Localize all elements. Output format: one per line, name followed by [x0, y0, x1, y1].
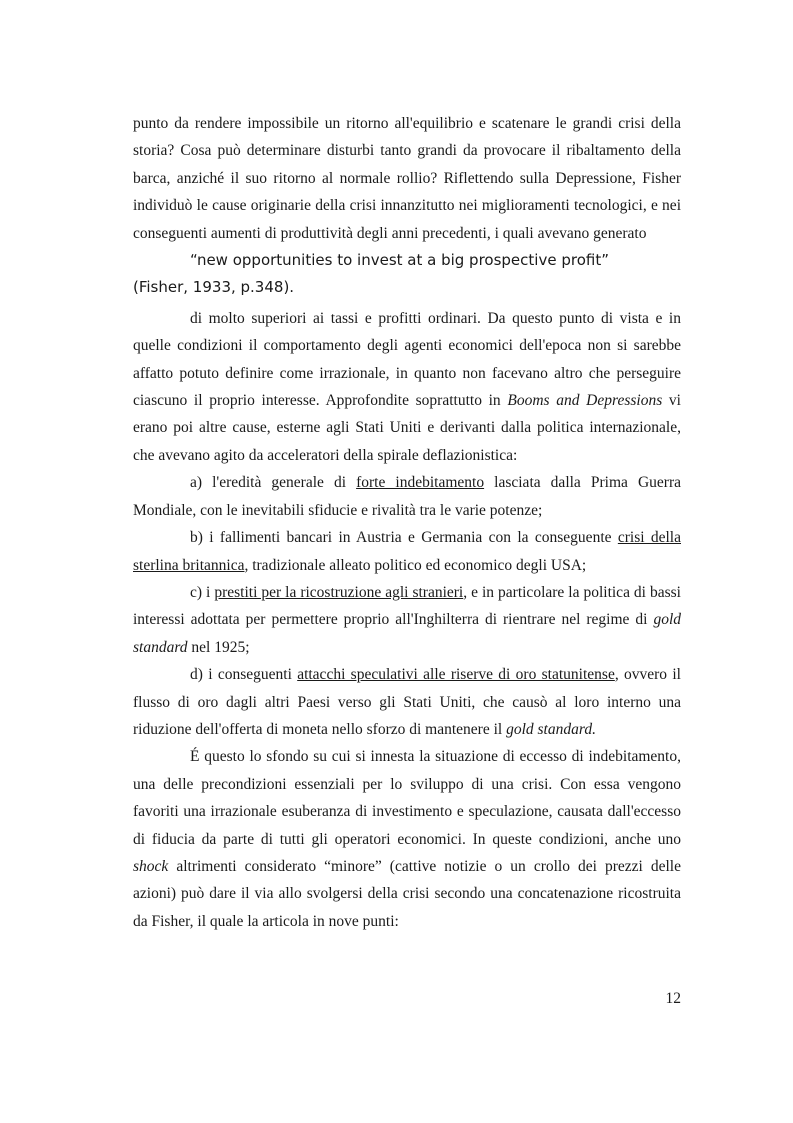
paragraph-3-text-b: altrimenti considerato “minore” (cattive notizie o un crollo dei prezzi delle azioni) può dare il via allo svolgersi della crisi secondo una concatenazione ricostruita da Fisher, il quale la articola in nove punti: [133, 857, 681, 930]
page-number: 12 [665, 990, 681, 1007]
list-item-c-italic: gold standard [133, 611, 681, 656]
document-page [133, 110, 681, 935]
paragraph-3 [133, 743, 681, 935]
list-item-d-middle: , ovvero il flusso di oro dagli altri Paesi verso gli Stati Uniti, che causò al loro interno una riduzione dell'offerta di moneta nello sforzo di mantenere il [133, 666, 681, 738]
list-item-a-underlined: forte indebitamento [356, 474, 485, 492]
list-item-c-prefix: c) i [190, 583, 215, 601]
list-item-c-suffix: nel 1925; [187, 638, 250, 656]
book-title: Booms and Depressions [507, 392, 663, 410]
list-item-d-prefix: d) i conseguenti [190, 666, 298, 684]
list-item-b-underlined: crisi della sterlina britannica [133, 529, 681, 574]
list-item-a-prefix: a) l'eredità generale di [190, 474, 357, 492]
list-item-b-prefix: b) i fallimenti bancari in Austria e Germania con la conseguente [190, 529, 618, 547]
list-item-d-underlined: attacchi speculativi alle riserve di oro statunitense [297, 666, 615, 684]
list-item-a-suffix: lasciata dalla Prima Guerra Mondiale, con le inevitabili sfiducie e rivalità tra le varie potenze; [133, 474, 681, 519]
list-item-b-suffix: , tradizionale alleato politico ed economico degli USA; [244, 556, 587, 574]
list-item-b [133, 524, 681, 579]
list-item-c-middle: , e in particolare la politica di bassi interessi adottata per permettere proprio all'Inghilterra di rientrare nel regime di [133, 583, 681, 629]
quote-citation: (Fisher, 1933, p.348). [133, 278, 295, 297]
block-quote [133, 247, 681, 274]
list-item-c [133, 579, 681, 661]
paragraph-1: punto da rendere impossibile un ritorno all'equilibrio e scatenare le grandi crisi della storia? Cosa può determinare disturbi tanto grandi da provocare il ribaltamento della barca, anziché il suo ritorno al normale rollio? Riflettendo sulla Depressione, Fisher individuò le cause originarie della crisi innanzitutto nei miglioramenti tecnologici, e nei conseguenti aumenti di produttività degli anni precedenti, i quali avevano generato [133, 115, 681, 242]
paragraph-2-text-a: di molto superiori ai tassi e profitti ordinari. Da questo punto di vista e in quelle condizioni il comportamento degli agenti economici dell'epoca non si sarebbe affatto potuto definire come irrazionale, in quanto non facevano altro che perseguire ciascuno il proprio interesse. Approfondite soprattutto in [133, 309, 681, 410]
list-item-d-italic: gold standard. [506, 720, 596, 738]
paragraph-3-text-a: É questo lo sfondo su cui si innesta la situazione di eccesso di indebitamento, una delle precondizioni essenziali per lo sviluppo di una crisi. Con essa vengono favoriti una irrazionale esuberanza di investimento e speculazione, causata dall'eccesso di fiducia da parte di tutti gli operatori economici. In queste condizioni, anche uno [133, 748, 681, 848]
paragraph-2-text-b: vi erano poi altre cause, esterne agli Stati Uniti e derivanti dalla politica internazionale, che avevano agito da acceleratori della spirale deflazionistica: [133, 392, 681, 464]
list-item-c-underlined: prestiti per la ricostruzione agli stranieri [214, 583, 464, 601]
quote-text: “new opportunities to invest at a big prospective profit” [190, 251, 609, 270]
list-item-d [133, 661, 681, 743]
paragraph-3-italic: shock [133, 857, 169, 875]
paragraph-2 [133, 305, 681, 469]
list-item-a [133, 469, 681, 524]
